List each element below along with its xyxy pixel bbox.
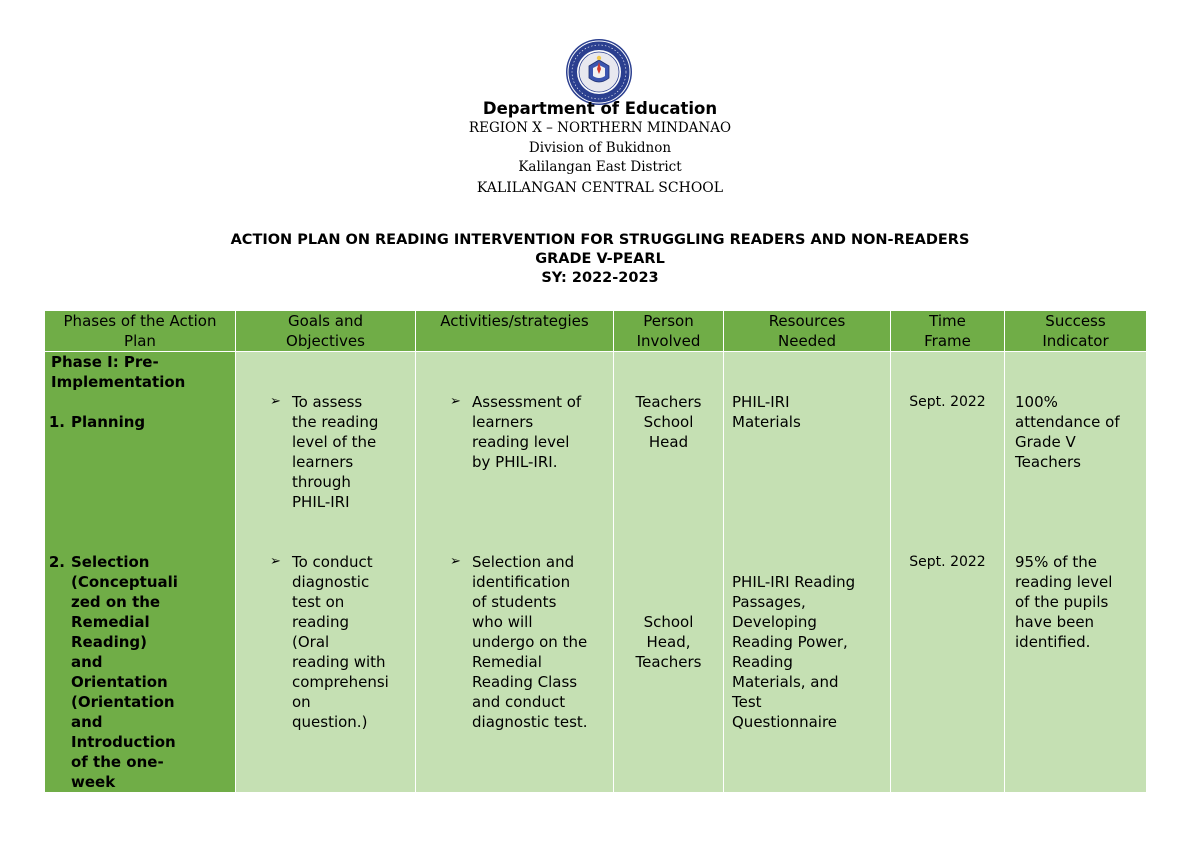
- activity-line: by PHIL-IRI.: [472, 453, 558, 471]
- phase-item-line: zed on the: [71, 593, 161, 611]
- time-cell: [891, 352, 1005, 793]
- school-name: KALILANGAN CENTRAL SCHOOL: [476, 179, 724, 196]
- col-header-phases: [45, 311, 236, 352]
- phase-item-planning: [45, 412, 235, 432]
- phase-item-number: 2.: [48, 553, 65, 571]
- goal-line: comprehensi: [292, 673, 389, 691]
- action-plan-table: [44, 310, 1147, 793]
- district-line: Kalilangan East District: [518, 159, 682, 175]
- phase-item-line: (Conceptuali: [71, 573, 178, 591]
- col-header-text: Success: [1045, 312, 1106, 330]
- phase-item-line: of the one-: [71, 753, 164, 771]
- col-header-text: Goals and: [288, 312, 363, 330]
- person-line: Teachers: [635, 393, 702, 411]
- arrow-bullet-icon: ➢: [270, 394, 281, 409]
- phase-item-line: and: [71, 713, 103, 731]
- time-frame: Sept. 2022: [909, 554, 986, 570]
- phase-cell: [45, 352, 236, 793]
- activity-line: who will: [472, 613, 533, 631]
- phase-item-line: week: [71, 773, 116, 791]
- resource-line: Materials, and: [732, 673, 839, 691]
- success-cell: [1005, 352, 1147, 793]
- success-line: Teachers: [1015, 453, 1081, 471]
- col-header-text: Needed: [778, 332, 836, 350]
- col-header-resources: [724, 311, 891, 352]
- activity-line: diagnostic test.: [472, 713, 588, 731]
- success-line: 100%: [1015, 393, 1058, 411]
- phase-item-line: Remedial: [71, 613, 150, 631]
- success-line: have been: [1015, 613, 1095, 631]
- activity-line: and conduct: [472, 693, 566, 711]
- phase-item-line: (Orientation: [71, 693, 175, 711]
- resource-line: Reading: [732, 653, 793, 671]
- resource-line: PHIL-IRI Reading: [732, 573, 856, 591]
- goal-line: through: [292, 473, 351, 491]
- resource-line: Reading Power,: [732, 633, 848, 651]
- col-header-activities: [416, 311, 614, 352]
- resource-line: Questionnaire: [732, 713, 838, 731]
- resource-line: Developing: [732, 613, 817, 631]
- department-name: Department of Education: [482, 99, 718, 118]
- goal-item: [236, 552, 415, 732]
- arrow-bullet-icon: ➢: [450, 394, 461, 409]
- title-line-2: GRADE V-PEARL: [535, 251, 665, 267]
- deped-seal-icon: [565, 38, 633, 106]
- col-header-text: Plan: [124, 332, 156, 350]
- region-line: REGION X – NORTHERN MINDANAO: [468, 120, 732, 136]
- goal-line: question.): [292, 713, 368, 731]
- success-group: [1015, 392, 1146, 472]
- goal-line: To conduct: [292, 553, 373, 571]
- activity-line: Remedial: [472, 653, 542, 671]
- activity-line: learners: [472, 413, 534, 431]
- col-header-person: [614, 311, 724, 352]
- phase-item-line: Orientation: [71, 673, 168, 691]
- title-line-3: SY: 2022-2023: [541, 270, 659, 286]
- phase-item-line: Introduction: [71, 733, 176, 751]
- resource-line: Passages,: [732, 593, 806, 611]
- person-line: School: [643, 613, 694, 631]
- activity-line: Selection and: [472, 553, 575, 571]
- letterhead: [0, 98, 1200, 198]
- col-header-text: Objectives: [286, 332, 365, 350]
- col-header-text: Activities/strategies: [440, 312, 589, 330]
- document-title: [0, 231, 1200, 288]
- phase-item-line: Planning: [71, 413, 146, 431]
- phase-title-line: Phase I: Pre-: [51, 353, 159, 371]
- arrow-bullet-icon: ➢: [450, 554, 461, 569]
- col-header-text: Frame: [924, 332, 971, 350]
- activity-item: [416, 552, 613, 732]
- success-line: identified.: [1015, 633, 1091, 651]
- success-line: Grade V: [1015, 433, 1076, 451]
- person-line: Head: [648, 433, 689, 451]
- division-line: Division of Bukidnon: [528, 139, 672, 156]
- success-line: attendance of: [1015, 413, 1120, 431]
- person-line: Head,: [646, 633, 691, 651]
- success-line: reading level: [1015, 573, 1113, 591]
- arrow-bullet-icon: ➢: [270, 554, 281, 569]
- col-header-text: Resources: [768, 312, 846, 330]
- activity-line: reading level: [472, 433, 570, 451]
- table-header-row: [45, 311, 1147, 352]
- col-header-goals: [236, 311, 416, 352]
- activity-line: of students: [472, 593, 557, 611]
- phase-item-line: Reading): [71, 633, 147, 651]
- resource-line: Test: [732, 693, 762, 711]
- col-header-text: Time: [929, 312, 966, 330]
- phase-title: [45, 352, 235, 392]
- resources-cell: [724, 352, 891, 793]
- col-header-text: Person: [643, 312, 694, 330]
- goal-line: (Oral: [292, 633, 330, 651]
- activity-item: [416, 392, 613, 472]
- person-group: [614, 612, 723, 672]
- resources-group: [732, 392, 890, 432]
- activity-line: undergo on the: [472, 633, 588, 651]
- col-header-text: Indicator: [1042, 332, 1109, 350]
- success-line: of the pupils: [1015, 593, 1109, 611]
- goal-line: reading: [292, 613, 349, 631]
- phase-title-line: Implementation: [51, 373, 186, 391]
- col-header-success: [1005, 311, 1147, 352]
- col-header-text: Involved: [636, 332, 701, 350]
- resources-group: [732, 572, 890, 732]
- goal-line: reading with: [292, 653, 386, 671]
- success-line: 95% of the: [1015, 553, 1097, 571]
- table-row: [45, 352, 1147, 793]
- goal-line: learners: [292, 453, 354, 471]
- time-frame: Sept. 2022: [909, 394, 986, 410]
- col-header-time: [891, 311, 1005, 352]
- goal-item: [236, 392, 415, 512]
- person-line: Teachers: [635, 653, 702, 671]
- resource-line: PHIL-IRI: [732, 393, 790, 411]
- phase-item-line: Selection: [71, 553, 150, 571]
- person-group: [614, 392, 723, 452]
- goal-line: PHIL-IRI: [292, 493, 350, 511]
- activity-line: Reading Class: [472, 673, 578, 691]
- goal-line: level of the: [292, 433, 377, 451]
- success-group: [1015, 552, 1146, 652]
- goals-cell: [236, 352, 416, 793]
- person-line: School: [643, 413, 694, 431]
- goal-line: the reading: [292, 413, 379, 431]
- person-cell: [614, 352, 724, 793]
- goal-line: on: [292, 693, 311, 711]
- activity-line: identification: [472, 573, 571, 591]
- phase-item-selection: [45, 552, 235, 792]
- col-header-text: Phases of the Action: [63, 312, 217, 330]
- activities-cell: [416, 352, 614, 793]
- resource-line: Materials: [732, 413, 801, 431]
- goal-line: diagnostic: [292, 573, 370, 591]
- activity-line: Assessment of: [472, 393, 582, 411]
- phase-item-line: and: [71, 653, 103, 671]
- title-line-1: ACTION PLAN ON READING INTERVENTION FOR STRUGGLING READERS AND NON-READERS: [230, 232, 970, 248]
- goal-line: test on: [292, 593, 345, 611]
- goal-line: To assess: [292, 393, 363, 411]
- phase-item-number: 1.: [48, 413, 65, 431]
